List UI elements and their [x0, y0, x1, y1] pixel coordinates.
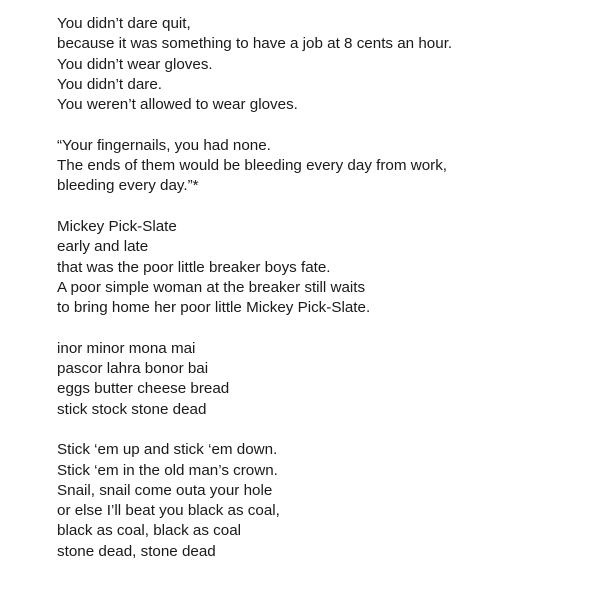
stanza-3: [57, 217, 577, 318]
poem-line: You weren’t allowed to wear gloves.: [57, 96, 298, 114]
poem-line: to bring home her poor little Mickey Pick-Slate.: [57, 299, 371, 317]
poem-line: The ends of them would be bleeding every day from work,: [57, 157, 448, 175]
poem-line: because it was something to have a job at 8 cents an hour.: [57, 35, 453, 53]
poem-text: [57, 14, 577, 562]
poem-line: eggs butter cheese bread: [57, 380, 230, 398]
poem-line: You didn’t dare.: [57, 75, 162, 93]
poem-line: “Your fingernails, you had none.: [57, 136, 271, 154]
poem-line: Mickey Pick-Slate: [57, 217, 177, 235]
poem-line: inor minor mona mai: [57, 339, 196, 357]
poem-line: You didn’t wear gloves.: [57, 55, 213, 73]
poem-line: Stick ‘em up and stick ‘em down.: [57, 441, 278, 459]
poem-line: stick stock stone dead: [57, 400, 207, 418]
stanza-5: [57, 440, 577, 562]
poem-line: Snail, snail come outa your hole: [57, 481, 273, 499]
poem-line: black as coal, black as coal: [57, 522, 242, 540]
stanza-2: [57, 136, 577, 197]
poem-line: early and late: [57, 238, 149, 256]
poem-line: Stick ‘em in the old man’s crown.: [57, 461, 278, 479]
poem-line: A poor simple woman at the breaker still waits: [57, 278, 366, 296]
stanza-4: [57, 339, 577, 420]
poem-line: pascor lahra bonor bai: [57, 360, 209, 378]
poem-line: You didn’t dare quit,: [57, 15, 191, 32]
poem-line: bleeding every day.”*: [57, 177, 199, 195]
poem-line: or else I’ll beat you black as coal,: [57, 502, 280, 520]
poem-line: stone dead, stone dead: [57, 542, 216, 560]
stanza-1: [57, 14, 577, 115]
poem-line: that was the poor little breaker boys fate.: [57, 258, 331, 276]
